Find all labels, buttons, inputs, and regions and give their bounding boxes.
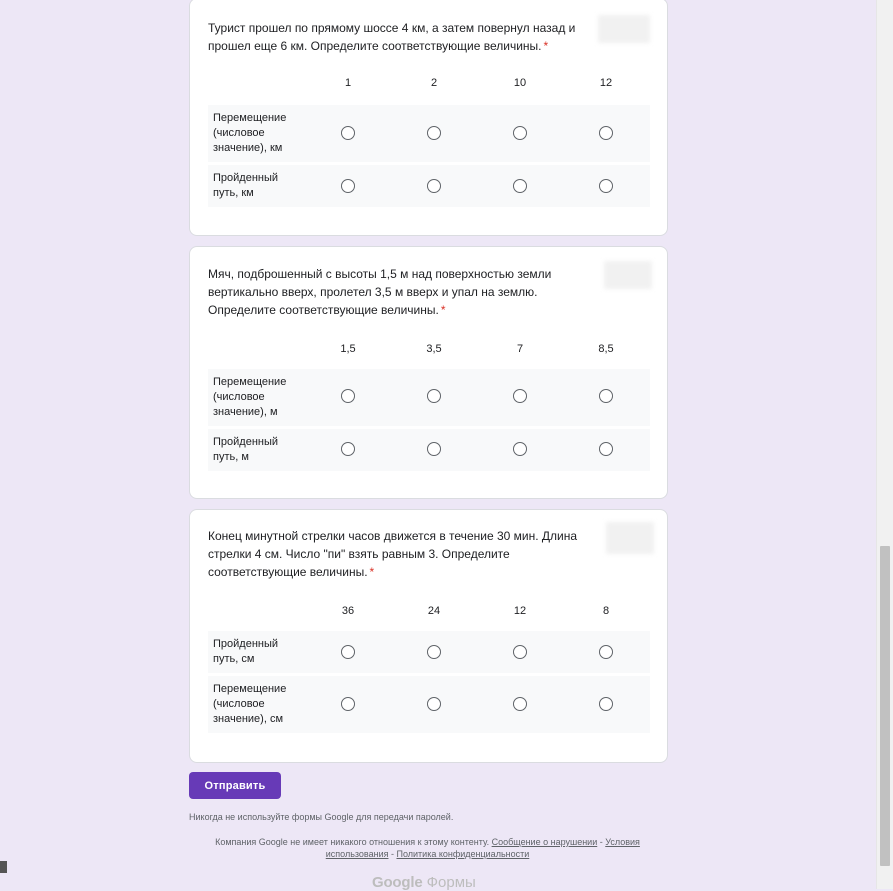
radio-button[interactable] xyxy=(427,179,441,193)
question-text-1: Турист прошел по прямому шоссе 4 км, а затем повернул назад и прошел еще 6 км. Определите соответствующие величины. * xyxy=(208,21,576,53)
grid-row xyxy=(208,676,650,733)
column-header: 10 xyxy=(513,77,527,89)
terms-link[interactable]: Условия использования xyxy=(325,837,640,859)
footer-separator: - xyxy=(388,849,397,859)
required-mark: * xyxy=(369,565,375,579)
vertical-scrollbar[interactable] xyxy=(876,0,893,889)
radio-button[interactable] xyxy=(341,389,355,403)
grid-row xyxy=(208,369,650,426)
column-header: 12 xyxy=(599,77,613,89)
radio-button[interactable] xyxy=(427,697,441,711)
grid-row xyxy=(208,429,650,471)
forms-wordmark: Формы xyxy=(426,874,476,891)
radio-button[interactable] xyxy=(599,697,613,711)
question-image-3 xyxy=(606,522,654,554)
radio-button[interactable] xyxy=(513,389,527,403)
footer-disclaimer xyxy=(205,836,650,860)
radio-button[interactable] xyxy=(599,126,613,140)
radio-button[interactable] xyxy=(513,442,527,456)
radio-button[interactable] xyxy=(599,645,613,659)
radio-button[interactable] xyxy=(513,697,527,711)
radio-button[interactable] xyxy=(427,442,441,456)
radio-button[interactable] xyxy=(341,179,355,193)
radio-button[interactable] xyxy=(513,126,527,140)
question-card-1 xyxy=(189,0,668,236)
column-header: 8,5 xyxy=(598,343,614,355)
row-label: Перемещение (числовое значение), м xyxy=(213,376,287,418)
column-header: 8 xyxy=(602,605,610,617)
row-label: Пройденный путь, км xyxy=(213,172,279,199)
footer-text: Компания Google не имеет никакого отношения к этому контенту. xyxy=(215,837,490,847)
question-image-1 xyxy=(598,15,650,43)
grid-row xyxy=(208,631,650,673)
column-header: 1 xyxy=(344,77,352,89)
radio-button[interactable] xyxy=(341,697,355,711)
column-header: 36 xyxy=(341,605,355,617)
grid-row xyxy=(208,165,650,207)
radio-button[interactable] xyxy=(341,442,355,456)
grid-column-headers xyxy=(208,343,650,363)
question-text-2: Мяч, подброшенный с высоты 1,5 м над поверхностью земли вертикально вверх, пролетел 3,5 м вверх и упал на землю. Определите соответствующие величины. * xyxy=(208,267,552,317)
google-forms-logo[interactable] xyxy=(372,874,476,891)
column-header: 3,5 xyxy=(426,343,442,355)
radio-button[interactable] xyxy=(599,389,613,403)
password-warning: Никогда не используйте формы Google для передачи паролей. xyxy=(189,812,454,822)
grid-row xyxy=(208,105,650,162)
row-label: Перемещение (числовое значение), см xyxy=(213,683,287,725)
radio-button[interactable] xyxy=(599,442,613,456)
report-abuse-link[interactable]: Сообщение о нарушении xyxy=(491,837,598,847)
radio-button[interactable] xyxy=(599,179,613,193)
row-label: Пройденный путь, см xyxy=(213,638,279,665)
question-image-2 xyxy=(604,261,652,289)
column-header: 12 xyxy=(513,605,527,617)
page-edge-marker xyxy=(0,861,7,873)
radio-button[interactable] xyxy=(513,645,527,659)
scrollbar-thumb[interactable] xyxy=(880,546,890,866)
radio-button[interactable] xyxy=(513,179,527,193)
row-label: Перемещение (числовое значение), км xyxy=(213,112,287,154)
required-mark: * xyxy=(440,303,446,317)
radio-button[interactable] xyxy=(341,645,355,659)
column-header: 24 xyxy=(427,605,441,617)
column-header: 1,5 xyxy=(340,343,356,355)
grid-column-headers xyxy=(208,77,650,97)
radio-button[interactable] xyxy=(427,126,441,140)
question-card-3 xyxy=(189,509,668,763)
column-header: 7 xyxy=(516,343,524,355)
row-label: Пройденный путь, м xyxy=(213,436,279,463)
radio-button[interactable] xyxy=(427,389,441,403)
google-wordmark: Google xyxy=(372,874,423,891)
question-text-3: Конец минутной стрелки часов движется в течение 30 мин. Длина стрелки 4 см. Число "пи" взять равным 3. Определите соответствующие величины. * xyxy=(208,529,578,579)
required-mark: * xyxy=(543,39,549,53)
grid-column-headers xyxy=(208,605,650,625)
privacy-link[interactable]: Политика конфиденциальности xyxy=(396,849,530,859)
column-header: 2 xyxy=(430,77,438,89)
radio-button[interactable] xyxy=(427,645,441,659)
radio-button[interactable] xyxy=(341,126,355,140)
footer-separator: - xyxy=(597,837,606,847)
submit-button[interactable]: Отправить xyxy=(189,772,281,799)
question-card-2 xyxy=(189,246,668,499)
